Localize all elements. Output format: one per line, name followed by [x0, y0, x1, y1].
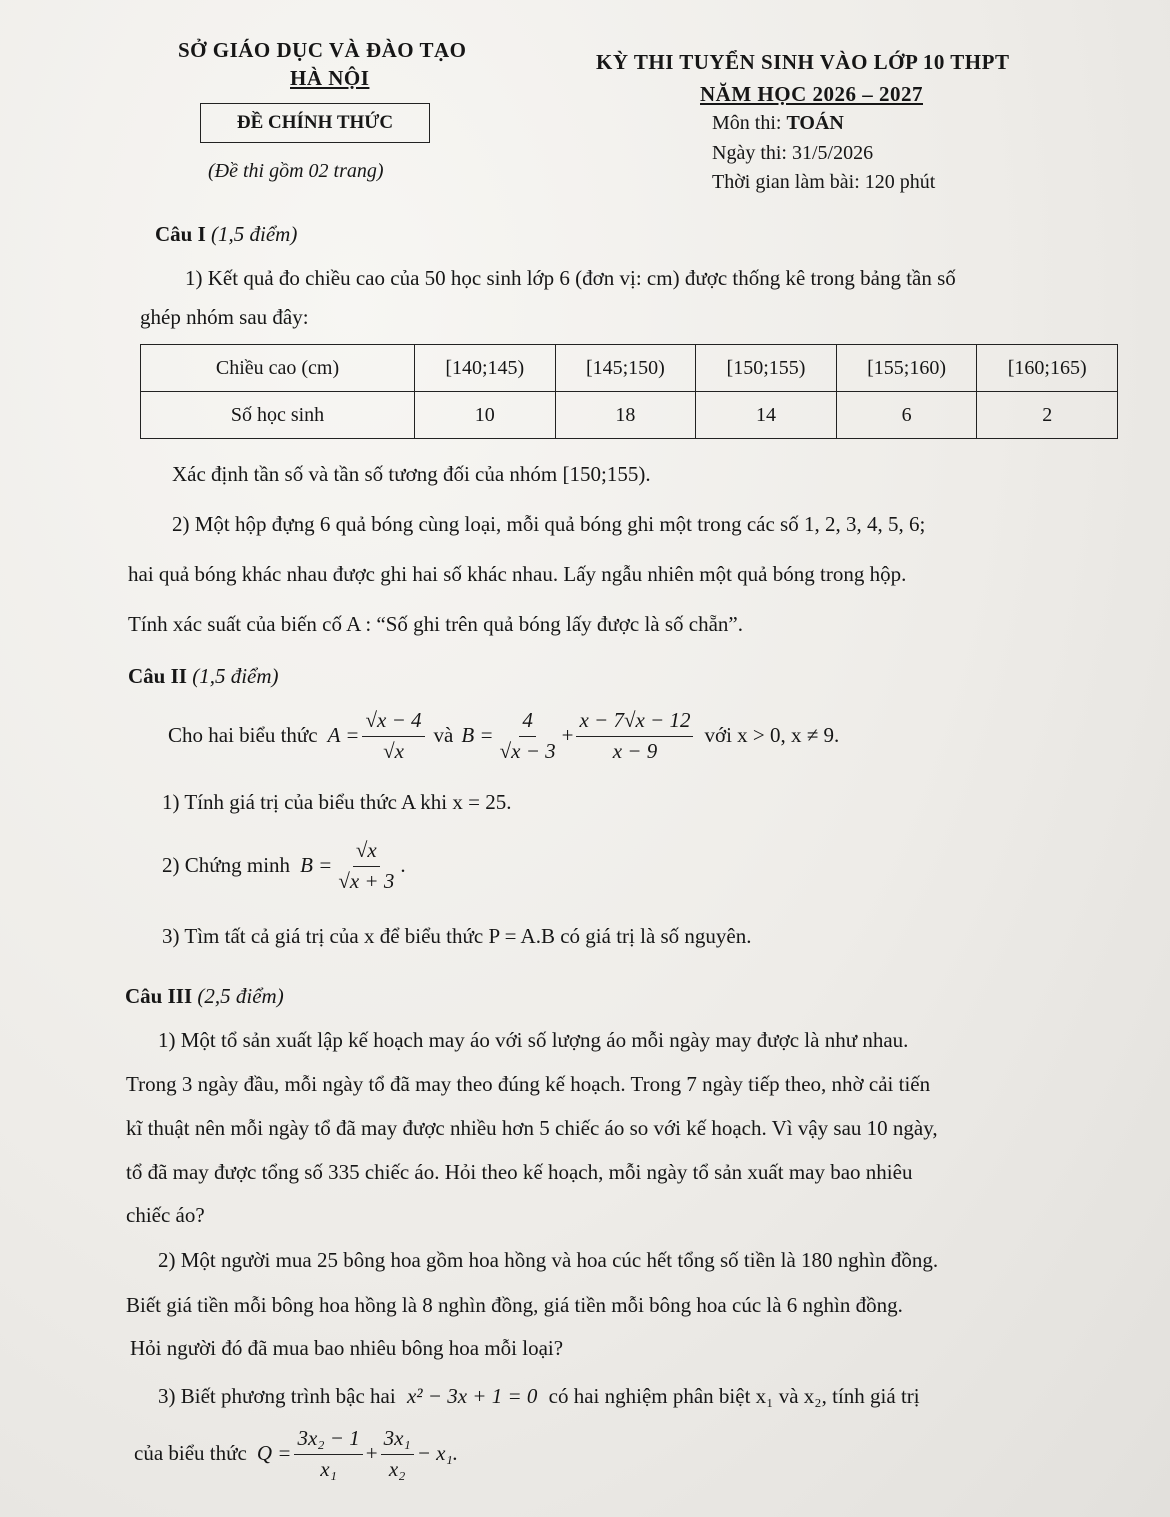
subject-label: Môn thi:	[712, 112, 787, 134]
q2-condition: với x > 0, x ≠ 9.	[704, 723, 840, 748]
table-header-cell: Chiều cao (cm)	[141, 345, 415, 392]
q1-part1-line1: 1) Kết quả đo chiều cao của 50 học sinh lớp 6 (đơn vị: cm) được thống kê trong bảng tần số	[185, 266, 956, 290]
city-name: HÀ NỘI	[290, 66, 370, 90]
table-cell: 14	[696, 392, 837, 439]
subject-line	[712, 112, 844, 135]
question-3-heading	[125, 984, 284, 1009]
table-header-cell: [140;145)	[415, 345, 556, 392]
q2-part2	[162, 830, 406, 902]
question-2-points: (1,5 điểm)	[192, 664, 279, 688]
table-cell: 10	[415, 392, 556, 439]
expr-b-fraction-1	[497, 708, 559, 763]
q3-part3-line1	[158, 1384, 920, 1409]
q-expression-tail: − x₁.	[416, 1441, 458, 1466]
q3-part1-line2: Trong 3 ngày đầu, mỗi ngày tổ đã may theo đúng kế hoạch. Trong 7 ngày tiếp theo, nhờ cải tiến	[126, 1072, 931, 1096]
official-label: ĐỀ CHÍNH THỨC	[200, 103, 430, 143]
table-cell: 18	[555, 392, 696, 439]
table-header-row	[141, 345, 1118, 392]
proof-numerator: √x	[353, 838, 380, 866]
question-2-title: Câu II	[128, 664, 187, 688]
table-row	[141, 392, 1118, 439]
pages-note: (Đề thi gồm 02 trang)	[208, 160, 384, 182]
expr-b-fraction-2	[576, 708, 693, 763]
expr-q-label: Q =	[256, 1441, 292, 1466]
exam-duration: Thời gian làm bài: 120 phút	[712, 171, 936, 193]
q-fraction-2	[381, 1426, 414, 1481]
q3-part3-rest: có hai nghiệm phân biệt x₁ và x₂, tính giá trị	[548, 1384, 920, 1408]
expr-b2-denominator: x − 9	[612, 738, 658, 763]
q3-part1-line5: chiếc áo?	[126, 1203, 205, 1227]
question-1-points: (1,5 điểm)	[211, 222, 298, 246]
q3-part3-expr-text: của biểu thức	[134, 1441, 247, 1466]
expr-b-label-2: B =	[300, 853, 333, 878]
frequency-table	[140, 344, 1118, 439]
table-cell: 6	[836, 392, 977, 439]
q2-and: và	[433, 723, 454, 748]
q3-part1-line1: 1) Một tổ sản xuất lập kế hoạch may áo với số lượng áo mỗi ngày may được là như nhau.	[158, 1028, 909, 1052]
q-fraction-1-denominator: x₁	[320, 1456, 337, 1481]
q3-part2-line2: Biết giá tiền mỗi bông hoa hồng là 8 nghìn đồng, giá tiền mỗi bông hoa cúc là 6 nghìn đồng.	[126, 1293, 903, 1317]
q2-part1: 1) Tính giá trị của biểu thức A khi x = 25.	[162, 790, 512, 814]
table-header-cell: [145;150)	[555, 345, 696, 392]
q3-part1-line3: kĩ thuật nên mỗi ngày tổ đã may được nhiều hơn 5 chiếc áo so với kế hoạch. Vì vậy sau 10 ngày,	[126, 1116, 938, 1140]
period: .	[400, 853, 406, 878]
table-header-cell: [155;160)	[836, 345, 977, 392]
q3-part2-line1: 2) Một người mua 25 bông hoa gồm hoa hồng và hoa cúc hết tổng số tiền là 180 nghìn đồng.	[158, 1248, 939, 1272]
school-year: NĂM HỌC 2026 – 2027	[700, 82, 923, 106]
expr-a-numerator: √x − 4	[362, 708, 424, 736]
subject-name: TOÁN	[786, 112, 844, 134]
q1-part1-line2: ghép nhóm sau đây:	[140, 305, 309, 329]
expr-a-fraction	[362, 708, 424, 763]
expr-b1-numerator: 4	[519, 708, 536, 736]
table-header-cell: [150;155)	[696, 345, 837, 392]
q2-intro: Cho hai biểu thức	[168, 723, 318, 748]
exam-date: Ngày thi: 31/5/2026	[712, 142, 874, 164]
question-2-heading	[128, 664, 279, 689]
table-cell: 2	[977, 392, 1118, 439]
table-cell: Số học sinh	[141, 392, 415, 439]
q1-part1-task: Xác định tần số và tần số tương đối của nhóm [150;155).	[172, 462, 651, 486]
q-fraction-2-denominator: x₂	[388, 1456, 406, 1481]
q-fraction-1-numerator: 3x₂ − 1	[294, 1426, 362, 1454]
q2-part3: 3) Tìm tất cả giá trị của x để biểu thức P = A.B có giá trị là số nguyên.	[162, 924, 752, 948]
expr-b1-denominator: √x − 3	[499, 738, 556, 763]
plus-sign: +	[561, 723, 574, 748]
q3-part2-line3: Hỏi người đó đã mua bao nhiêu bông hoa mỗi loại?	[130, 1336, 564, 1360]
q-fraction-1	[294, 1426, 362, 1481]
q1-part2-line3: Tính xác suất của biến cố A : “Số ghi trên quả bóng lấy được là số chẵn”.	[128, 612, 743, 636]
q1-part2-line1: 2) Một hộp đựng 6 quả bóng cùng loại, mỗi quả bóng ghi một trong các số 1, 2, 3, 4, 5, 6;	[172, 512, 926, 536]
expr-b-label: B =	[461, 723, 494, 748]
q3-part1-line4: tổ đã may được tổng số 335 chiếc áo. Hỏi theo kế hoạch, mỗi ngày tổ sản xuất may bao nhiêu	[126, 1160, 913, 1184]
expr-a-label: A =	[327, 723, 360, 748]
quadratic-equation: x² − 3x + 1 = 0	[406, 1384, 538, 1408]
proof-fraction	[335, 838, 397, 893]
question-1-title: Câu I	[155, 222, 206, 246]
q2-expressions	[168, 700, 839, 772]
exam-title: KỲ THI TUYỂN SINH VÀO LỚP 10 THPT	[596, 50, 1010, 74]
plus-sign: +	[365, 1441, 378, 1466]
q-fraction-2-numerator: 3x₁	[381, 1426, 414, 1454]
question-3-title: Câu III	[125, 984, 193, 1008]
expr-b2-numerator: x − 7√x − 12	[576, 708, 693, 736]
q3-part3-intro: 3) Biết phương trình bậc hai	[158, 1384, 396, 1408]
q3-part3-line2	[134, 1418, 458, 1490]
expr-a-denominator: √x	[383, 738, 404, 763]
question-1-heading	[155, 222, 297, 247]
department-name: SỞ GIÁO DỤC VÀ ĐÀO TẠO	[178, 38, 467, 62]
table-header-cell: [160;165)	[977, 345, 1118, 392]
q1-part2-line2: hai quả bóng khác nhau được ghi hai số khác nhau. Lấy ngẫu nhiên một quả bóng trong hộp.	[128, 562, 907, 586]
question-3-points: (2,5 điểm)	[197, 984, 284, 1008]
q2-part2-text: 2) Chứng minh	[162, 853, 291, 878]
proof-denominator: √x + 3	[338, 868, 395, 893]
